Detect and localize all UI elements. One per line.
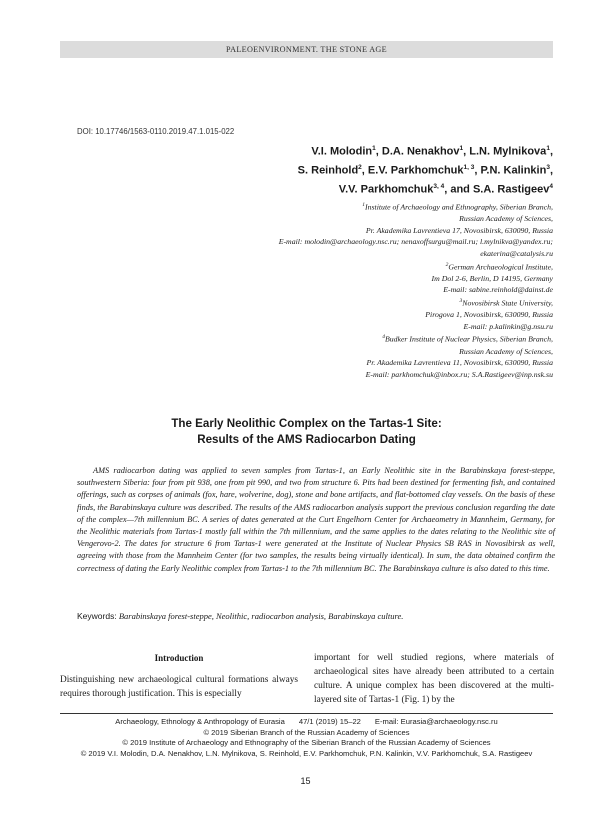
affil-line: Pr. Akademika Lavrentieva 11, Novosibirsk, 630090, Russia xyxy=(366,358,553,368)
affil-line: Institute of Archaeology and Ethnography, Siberian Branch, xyxy=(365,202,553,212)
title-line: Results of the AMS Radiocarbon Dating xyxy=(197,432,416,446)
affil-line: German Archaeological Institute, xyxy=(448,262,553,272)
author-conjunction: , and xyxy=(444,183,473,196)
body-paragraph: Distinguishing new archaeological cultural formations always requires thorough justification. This is especially xyxy=(60,675,298,700)
journal-email: E-mail: Eurasia@archaeology.nsc.ru xyxy=(374,717,498,726)
affil-line: Novosibirsk State University, xyxy=(462,298,553,308)
affil-line: Im Dol 2-6, Berlin, D 14195, Germany xyxy=(431,273,553,283)
affil-email: E-mail: parkhomchuk@inbox.ru; S.A.Rastigeev@inp.nsk.su xyxy=(365,369,553,379)
affil-line: Russian Academy of Sciences, xyxy=(459,346,553,356)
affiliation-3 xyxy=(173,296,553,309)
author-affil-sup: 1 xyxy=(372,145,376,152)
affiliation-4 xyxy=(173,332,553,345)
section-header xyxy=(60,41,553,58)
affil-sup: 4 xyxy=(382,334,385,341)
keywords-text: Barabinskaya forest-steppe, Neolithic, radiocarbon analysis, Barabinskaya culture. xyxy=(118,611,404,621)
keywords xyxy=(77,611,555,621)
author-list xyxy=(223,141,553,198)
author-name: V.I. Molodin xyxy=(311,145,373,158)
affil-line: Pirogova 1, Novosibirsk, 630090, Russia xyxy=(425,310,553,320)
body-column-left xyxy=(60,651,298,701)
title-line: The Early Neolithic Complex on the Tartas-1 Site: xyxy=(171,417,442,430)
affil-sup: 2 xyxy=(445,261,449,268)
journal-name: Archaeology, Ethnology & Anthropology of Eurasia xyxy=(115,717,285,726)
abstract: AMS radiocarbon dating was applied to seven samples from Tartas-1, an Early Neolithic site in the Barabinskaya forest-steppe, southwestern Siberia: four from pit 938, one from pit 990, and two from structure 6. Pits had been destined for fermenting fish, and contained offerings, such as corpses of animals (fox, hare, wolverine, dog), stone and bone artifacts, and flat-bottomed clay vessels. On the basis of these finds, the Barabinskaya culture was described. The results of the AMS radiocarbon analysis support the previous conclusion regarding the date of the complex—7th millennium BC. A series of dates generated at the Curt Engelhorn Center for Archaeometry in Mannheim, Germany, for the Neolithic materials from Tartas-1 mostly fall within the 7th millennium, and the same applies to the dates relating to the Neolithic site of Vengerovo-2. The dates for structure 6 from Tartas-1 were generated at the Institute of Nuclear Physics SB RAS in Novosibirsk as well, agreeing with those from the Mannheim Center (for two samples, the results being virtually identical). In sum, the data obtained confirm the correctness of dating the Early Neolithic complex from Tartas-1 to the 7th millennium BC. The Barabinskaya culture is also dated to this time. xyxy=(77,466,555,573)
author-line-2: S. Reinhold$^2$, E.V. Parkhomchuk$^{1, 3}$, P.N. Kalinkin$^3$, xyxy=(297,164,553,177)
author-affil-sup: 3, 4 xyxy=(433,183,445,191)
author-affil-sup: 1 xyxy=(546,145,550,152)
author-name: D.A. Nenakhov xyxy=(381,145,460,158)
author-affil-sup: 1, 3 xyxy=(463,164,475,172)
author-line-3 xyxy=(223,179,553,198)
copyright-line: © 2019 V.I. Molodin, D.A. Nenakhov, L.N. Mylnikova, S. Reinhold, E.V. Parkhomchuk, P.N. Kalinkin, V.V. Parkhomchuk, S.A. Rastigeev xyxy=(80,748,533,758)
footer-divider xyxy=(60,713,553,714)
affil-line: Budker Institute of Nuclear Physics, Siberian Branch, xyxy=(384,334,553,344)
author-affil-sup: 3 xyxy=(546,164,550,172)
author-line-1: V.I. Molodin$^1$, D.A. Nenakhov$^1$, L.N. Mylnikova$^1$, xyxy=(311,145,553,158)
affiliations xyxy=(173,200,553,380)
affil-email: E-mail: molodin@archaeology.nsc.ru; nenaxoffsurgu@mail.ru; l.mylnikva@yandex.ru; xyxy=(278,237,553,247)
affil-sup: 3 xyxy=(459,297,463,304)
paper-title xyxy=(60,416,553,447)
author-affil-sup: 2 xyxy=(358,164,362,172)
author-name: L.N. Mylnikova xyxy=(469,145,547,158)
body-column-right xyxy=(314,651,554,707)
affiliation-2 xyxy=(173,260,553,273)
affil-email: E-mail: p.kalinkin@g.nsu.ru xyxy=(463,321,553,331)
doi: DOI: 10.17746/1563-0110.2019.47.1.015-022 xyxy=(77,127,235,136)
author-name: V.V. Parkhomchuk xyxy=(338,183,434,196)
page-number: 15 xyxy=(300,776,311,786)
footer-journal-line xyxy=(60,717,553,728)
affiliation-1 xyxy=(173,200,553,213)
body-paragraph: important for well studied regions, where materials of archaeological sites have already been attributed to a certain culture. A unique complex has been discovered at the multi-layered site of Tartas-1 (Fig. 1) by the xyxy=(314,653,554,706)
affil-line: Pr. Akademika Lavrentieva 17, Novosibirsk, 630090, Russia xyxy=(365,225,553,235)
author-name: E.V. Parkhomchuk xyxy=(367,164,464,177)
author-name: P.N. Kalinkin xyxy=(480,164,547,177)
footer xyxy=(60,717,553,759)
copyright-line: © 2019 Institute of Archaeology and Ethnography of the Siberian Branch of the Russian Academy of Sciences xyxy=(122,738,491,747)
section-title: PALEOENVIRONMENT. THE STONE AGE xyxy=(226,45,387,54)
affil-sup: 1 xyxy=(362,202,366,208)
author-affil-sup: 4 xyxy=(549,183,553,191)
author-affil-sup: 1 xyxy=(459,145,464,152)
affil-email: E-mail: sabine.reinhold@dainst.de xyxy=(443,285,553,295)
keywords-label: Keywords: xyxy=(77,611,117,621)
copyright-line: © 2019 Siberian Branch of the Russian Academy of Sciences xyxy=(203,727,410,737)
affil-line: Russian Academy of Sciences, xyxy=(459,214,553,224)
affil-email: ekaterina@catalysis.ru xyxy=(480,248,553,258)
section-heading: Introduction xyxy=(154,653,204,663)
journal-issue: 47/1 (2019) 15–22 xyxy=(298,717,361,726)
author-name: S.A. Rastigeev xyxy=(472,183,550,196)
author-name: S. Reinhold xyxy=(297,164,359,177)
